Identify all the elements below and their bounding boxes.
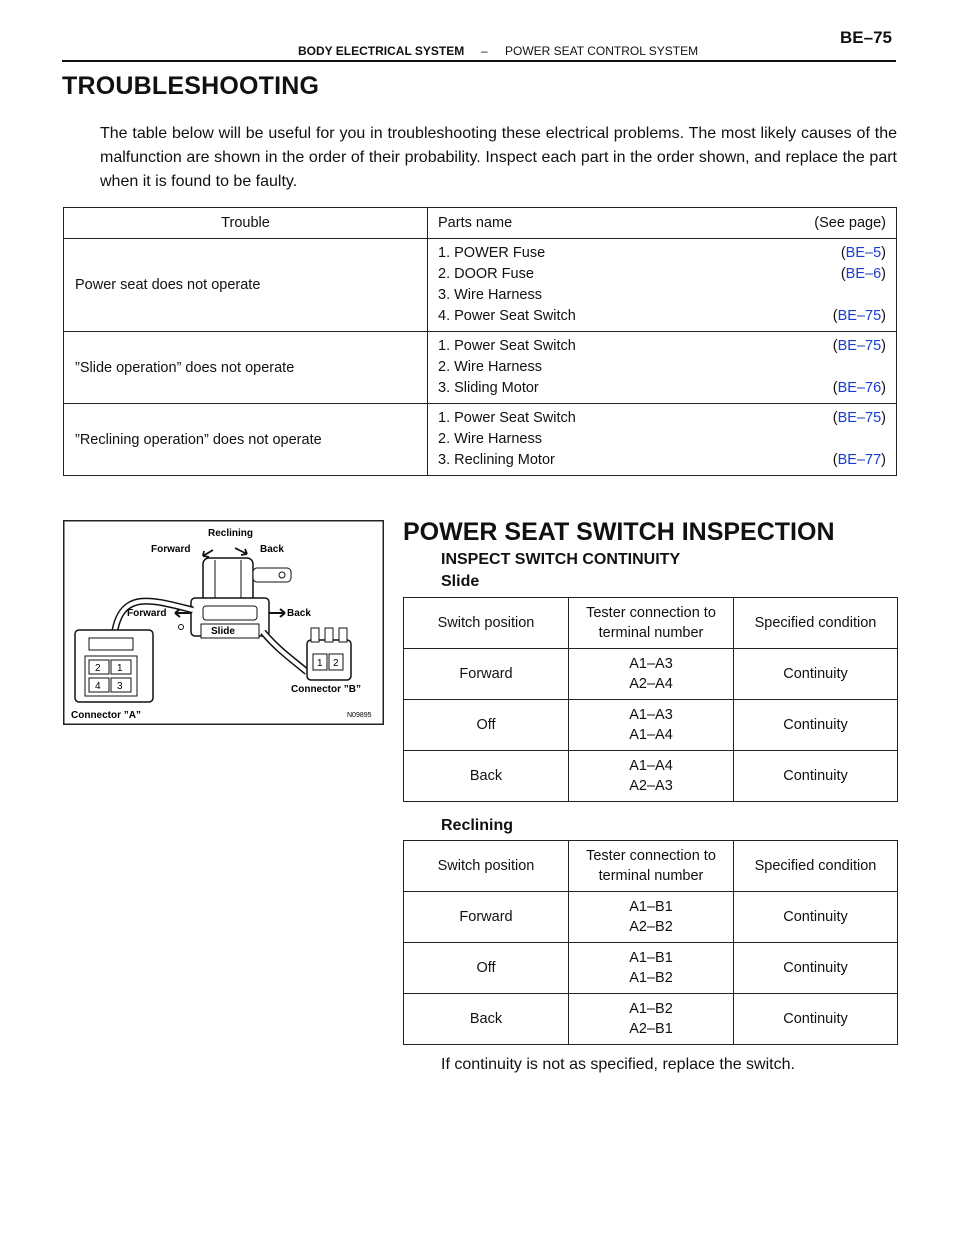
part-item: 1. Power Seat Switch (BE–75) [438, 410, 886, 426]
connector-b-pin: 2 [333, 658, 339, 669]
col-trouble: Trouble [64, 208, 428, 239]
part-item: 1. POWER Fuse (BE–5) [438, 245, 886, 261]
col-switch-position: Switch position [404, 598, 569, 649]
page-ref-link[interactable]: BE–6 [845, 266, 882, 282]
table-row: Forward A1–A3 A2–A4 Continuity [404, 649, 898, 700]
header-section: BODY ELECTRICAL SYSTEM [298, 44, 465, 58]
trouble-cell: ”Slide operation” does not operate [64, 332, 428, 404]
col-parts [428, 208, 897, 239]
label-forward-top: Forward [151, 544, 191, 555]
table-row [64, 404, 897, 476]
page-ref-link[interactable]: BE–75 [837, 308, 882, 324]
label-back: Back [287, 608, 311, 619]
part-item: 3. Reclining Motor (BE–77) [438, 452, 886, 468]
page-ref-link[interactable]: BE–75 [837, 410, 882, 426]
inspection-subtitle: INSPECT SWITCH CONTINUITY [441, 551, 681, 568]
col-tester-connection: Tester connection to terminal number [569, 841, 734, 892]
parts-cell [428, 332, 897, 404]
header-dash: – [481, 44, 488, 58]
col-see-page: (See page) [814, 214, 886, 231]
connector-b-label: Connector ”B” [291, 684, 361, 695]
inspection-title: POWER SEAT SWITCH INSPECTION [403, 518, 835, 546]
page-ref-link[interactable]: BE–76 [837, 380, 882, 396]
page-ref-link[interactable]: BE–77 [837, 452, 882, 468]
troubleshooting-intro: The table below will be useful for you in troubleshooting these electrical problems. The most likely causes of the malfunction are shown in the order of their probability. Inspect each part in the order shown, and replace the part when it is found to be faulty. [100, 125, 897, 190]
inspection-footer-note: If continuity is not as specified, replace the switch. [441, 1056, 795, 1073]
col-specified-condition: Specified condition [734, 598, 898, 649]
slide-label: Slide [441, 573, 480, 590]
page-number: BE–75 [840, 28, 892, 47]
page-ref-link[interactable]: BE–5 [845, 245, 882, 261]
header-rule [62, 60, 896, 62]
slide-table [403, 597, 898, 802]
table-header-row [404, 841, 898, 892]
part-item: 2. Wire Harness [438, 431, 542, 447]
part-item: 2. Wire Harness [438, 359, 542, 375]
table-row: Forward A1–B1 A2–B2 Continuity [404, 892, 898, 943]
troubleshooting-table [63, 207, 897, 476]
col-switch-position: Switch position [404, 841, 569, 892]
table-row: Off A1–B1 A1–B2 Continuity [404, 943, 898, 994]
header-subsection: POWER SEAT CONTROL SYSTEM [505, 44, 699, 58]
connector-a-pin: 1 [117, 663, 123, 674]
connector-a-pin: 4 [95, 681, 101, 692]
table-header-row [64, 208, 897, 239]
connector-a-pin: 2 [95, 663, 101, 674]
part-item: 2. DOOR Fuse (BE–6) [438, 266, 886, 282]
table-row [64, 239, 897, 332]
reclining-table [403, 840, 898, 1045]
label-reclining: Reclining [208, 528, 254, 539]
part-item: 3. Wire Harness [438, 287, 542, 303]
connector-b-pin: 1 [317, 658, 323, 669]
label-slide: Slide [211, 626, 235, 637]
parts-cell [428, 404, 897, 476]
troubleshooting-title: TROUBLESHOOTING [62, 72, 320, 100]
col-specified-condition: Specified condition [734, 841, 898, 892]
reclining-label: Reclining [441, 817, 514, 834]
col-parts-name: Parts name [438, 214, 513, 231]
connector-a-pin: 3 [117, 681, 123, 692]
trouble-cell: ”Reclining operation” does not operate [64, 404, 428, 476]
page-ref-link[interactable]: BE–75 [837, 338, 882, 354]
table-row: Back A1–B2 A2–B1 Continuity [404, 994, 898, 1045]
table-row: Off A1–A3 A1–A4 Continuity [404, 700, 898, 751]
label-back-top: Back [260, 544, 284, 555]
switch-illustration [63, 520, 384, 725]
parts-cell [428, 239, 897, 332]
table-row: Back A1–A4 A2–A3 Continuity [404, 751, 898, 802]
trouble-cell: Power seat does not operate [64, 239, 428, 332]
part-item: 3. Sliding Motor (BE–76) [438, 380, 886, 396]
label-forward: Forward [127, 608, 167, 619]
table-row [64, 332, 897, 404]
part-item: 4. Power Seat Switch (BE–75) [438, 308, 886, 324]
figure-code: N09895 [347, 712, 372, 719]
part-item: 1. Power Seat Switch (BE–75) [438, 338, 886, 354]
table-header-row [404, 598, 898, 649]
connector-a-label: Connector ”A” [71, 710, 141, 721]
col-tester-connection: Tester connection to terminal number [569, 598, 734, 649]
